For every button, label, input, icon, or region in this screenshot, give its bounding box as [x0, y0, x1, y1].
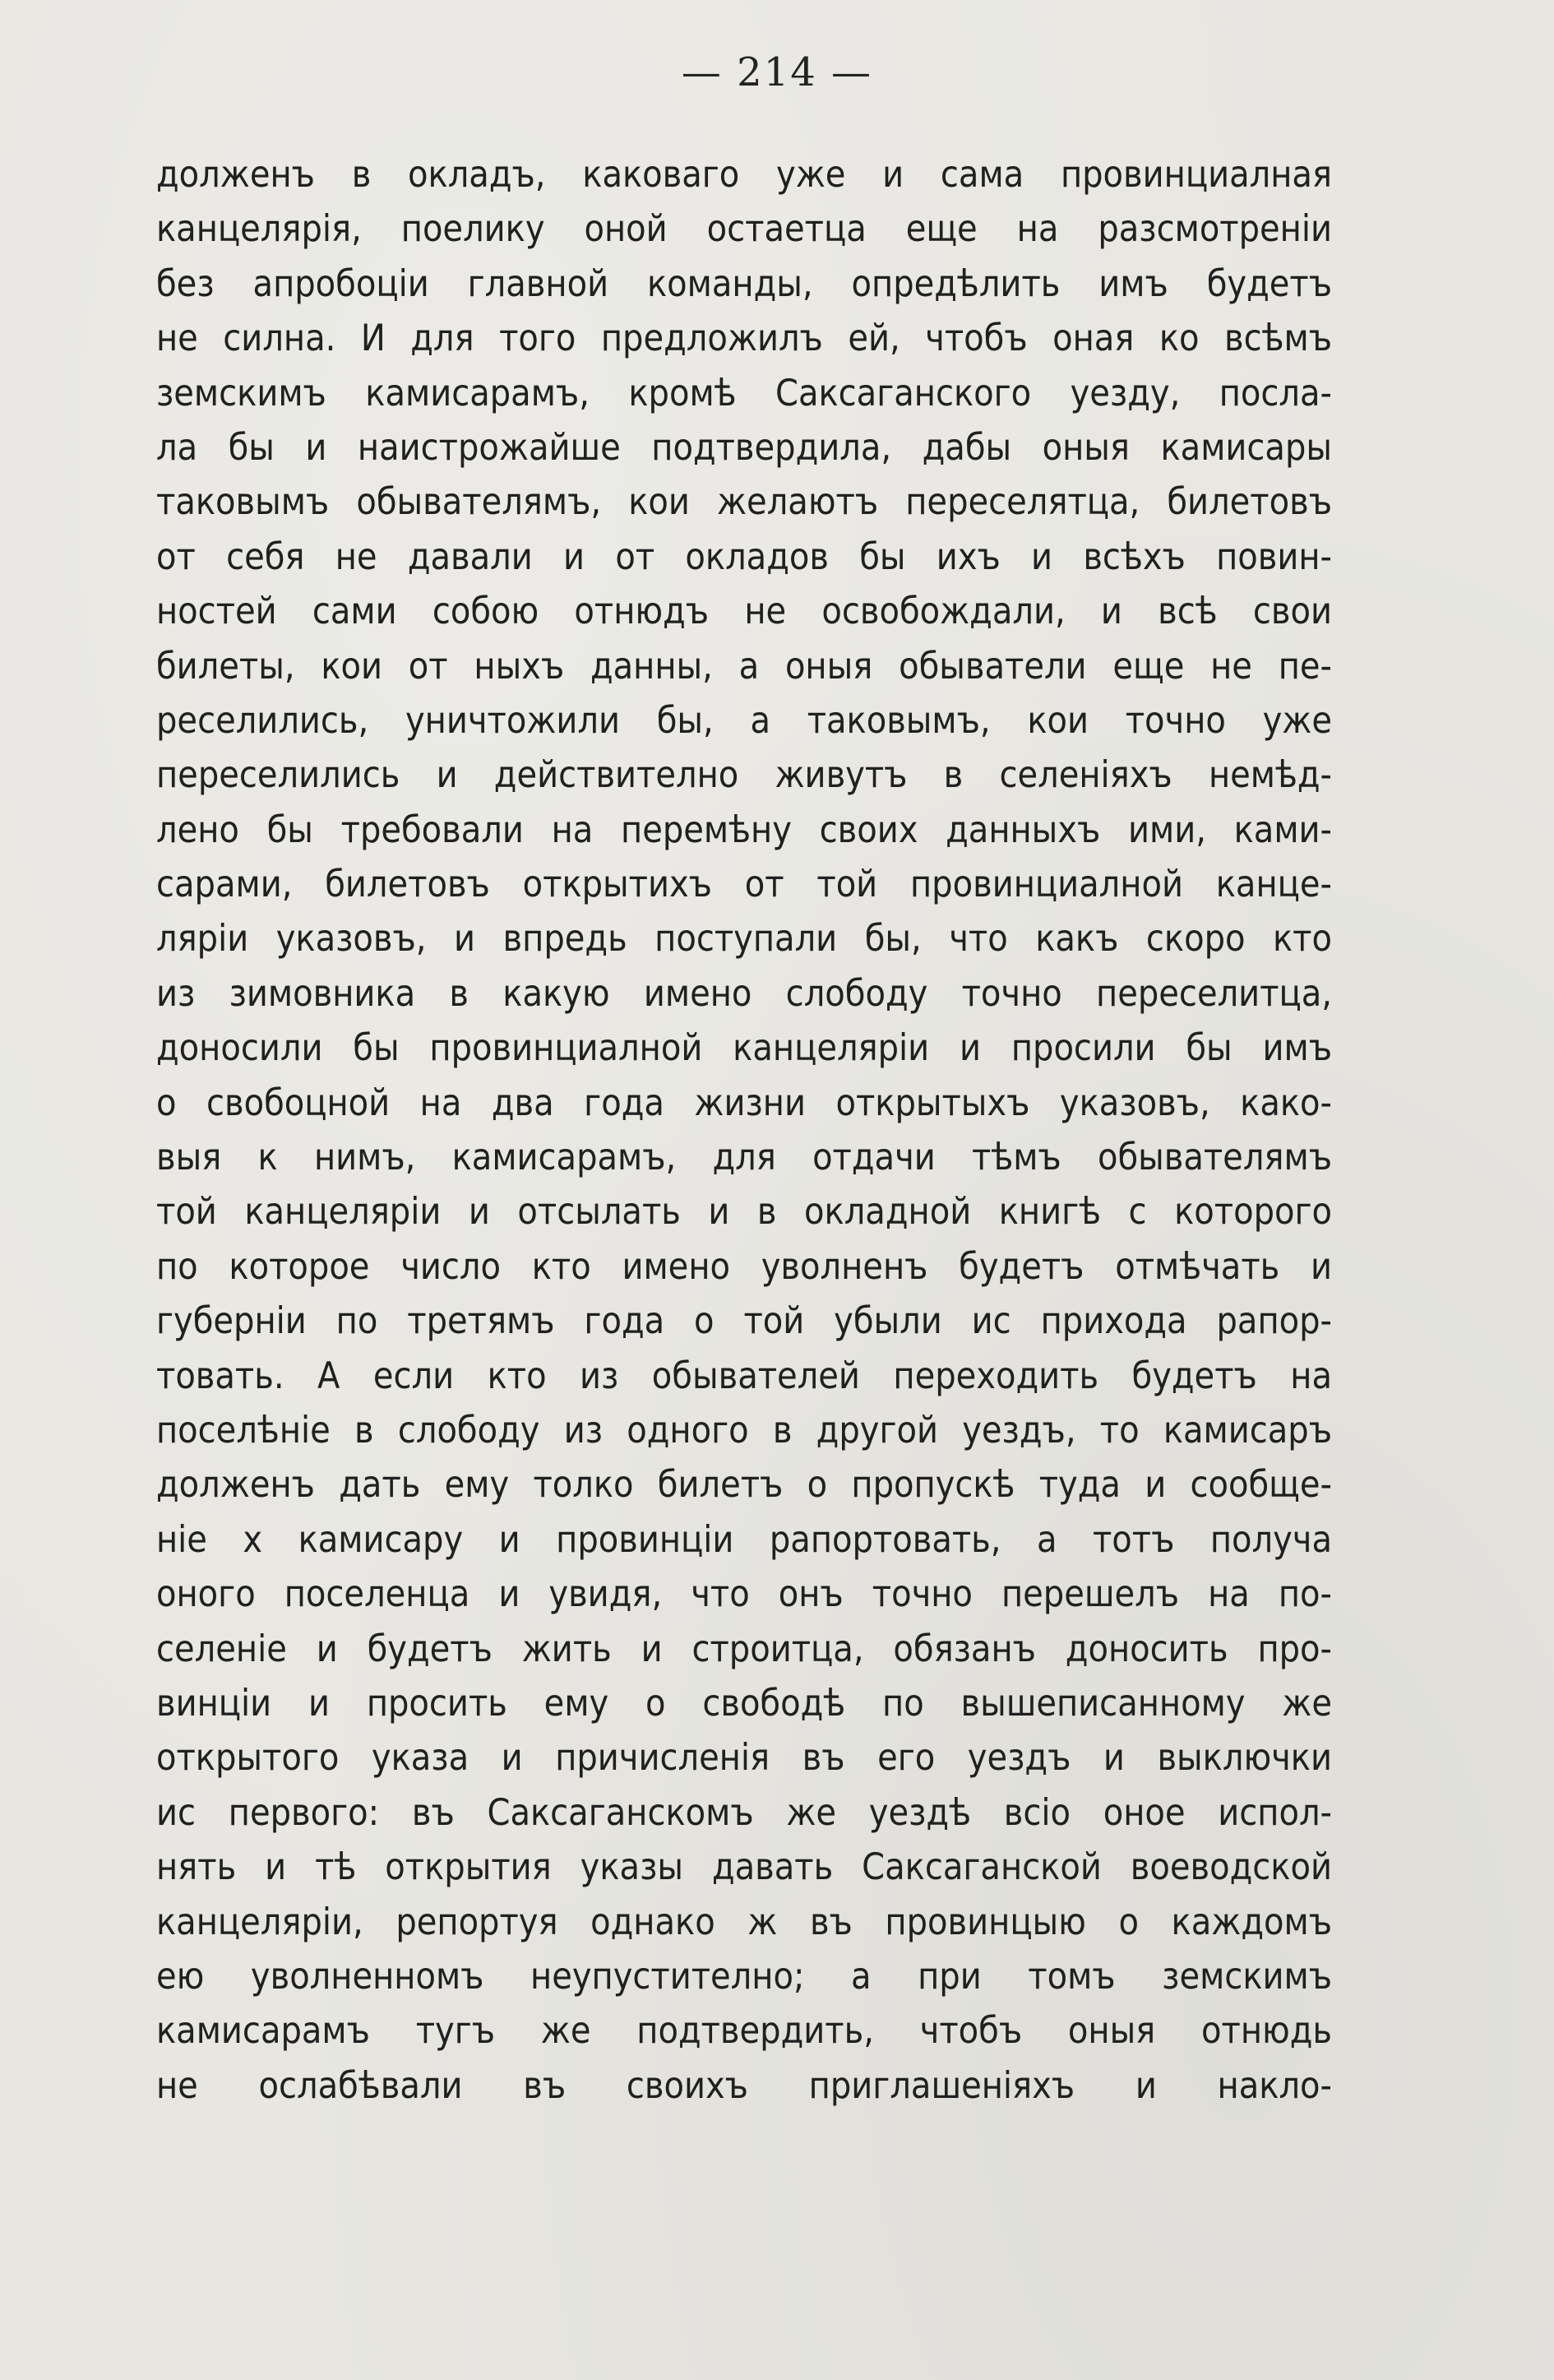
text-line: реселились, уничтожили бы, а таковымъ, кои точно уже	[156, 699, 1332, 742]
text-line: земскимъ камисарамъ, кромѣ Саксаганского уезду, посла-	[156, 372, 1332, 414]
text-line: ис первого: въ Саксаганскомъ же уездѣ всіо оное испол-	[156, 1791, 1332, 1834]
text-line: из зимовника в какую имено слободу точно переселитца,	[156, 972, 1332, 1015]
text-line: лено бы требовали на перемѣну своих данныхъ ими, ками-	[156, 808, 1332, 851]
text-line: переселились и действително живутъ в селеніяхъ немѣд-	[156, 754, 1332, 797]
text-line: камисарамъ тугъ же подтвердить, чтобъ оныя отнюдь	[156, 2010, 1332, 2053]
text-line: выя к нимъ, камисарамъ, для отдачи тѣмъ обывателямъ	[156, 1137, 1332, 1179]
text-line: открытого указа и причисленія въ его уездъ и выключки	[156, 1737, 1332, 1780]
text-line: товать. А если кто из обывателей переходить будетъ на	[156, 1354, 1332, 1397]
text-line: сарами, билетовъ открытихъ от той провинциалной канце-	[156, 864, 1332, 906]
text-line: ніе х камисару и провинціи рапортовать, а тотъ получа	[156, 1518, 1332, 1561]
text-line: нять и тѣ открытия указы давать Саксаганской воеводской	[156, 1846, 1332, 1889]
text-line: таковымъ обывателямъ, кои желаютъ переселятца, билетовъ	[156, 481, 1332, 524]
text-line: долженъ дать ему толко билетъ о пропускѣ туда и сообще-	[156, 1464, 1332, 1507]
text-line: винціи и просить ему о свободѣ по вышеписанному же	[156, 1682, 1332, 1725]
body-text	[156, 148, 1332, 2114]
text-line: доносили бы провинциалной канцеляріи и просили бы имъ	[156, 1027, 1332, 1070]
text-line: оного поселенца и увидя, что онъ точно перешелъ на по-	[156, 1573, 1332, 1616]
text-line: ляріи указовъ, и впредь поступали бы, что какъ скоро кто	[156, 918, 1332, 961]
text-line: билеты, кои от ныхъ данны, а оныя обыватели еще не пе-	[156, 645, 1332, 688]
text-line: канцелярія, поелику оной остаетца еще на разсмотреніи	[156, 208, 1332, 251]
text-line: не силна. И для того предложилъ ей, чтобъ оная ко всѣмъ	[156, 317, 1332, 360]
text-line: ею уволненномъ неупустително; а при томъ земскимъ	[156, 1955, 1332, 1998]
text-line: о свобоцной на два года жизни открытыхъ указовъ, како-	[156, 1081, 1332, 1124]
text-line: ла бы и наистрожайше подтвердила, дабы оныя камисары	[156, 426, 1332, 469]
page-number: — 214 —	[681, 49, 873, 95]
text-line: ностей сами собою отнюдъ не освобождали, и всѣ свои	[156, 590, 1332, 633]
text-line: от себя не давали и от окладов бы ихъ и всѣхъ повин-	[156, 535, 1332, 578]
text-line: губерніи по третямъ года о той убыли ис прихода рапор-	[156, 1300, 1332, 1343]
text-line: по которое число кто имено уволненъ будетъ отмѣчать и	[156, 1245, 1332, 1288]
text-line: не ослабѣвали въ своихъ приглашеніяхъ и накло-	[156, 2064, 1332, 2107]
text-line: канцеляріи, репортуя однако ж въ провинцыю о каждомъ	[156, 1901, 1332, 1943]
text-line: селеніе и будетъ жить и строитца, обязанъ доносить про-	[156, 1628, 1332, 1670]
text-line: той канцеляріи и отсылать и в окладной книгѣ с которого	[156, 1191, 1332, 1234]
text-line: поселѣніе в слободу из одного в другой уездъ, то камисаръ	[156, 1409, 1332, 1452]
text-line: без апробоціи главной команды, опредѣлить имъ будетъ	[156, 262, 1332, 305]
text-line: долженъ в окладъ, каковаго уже и сама провинциалная	[156, 154, 1332, 196]
